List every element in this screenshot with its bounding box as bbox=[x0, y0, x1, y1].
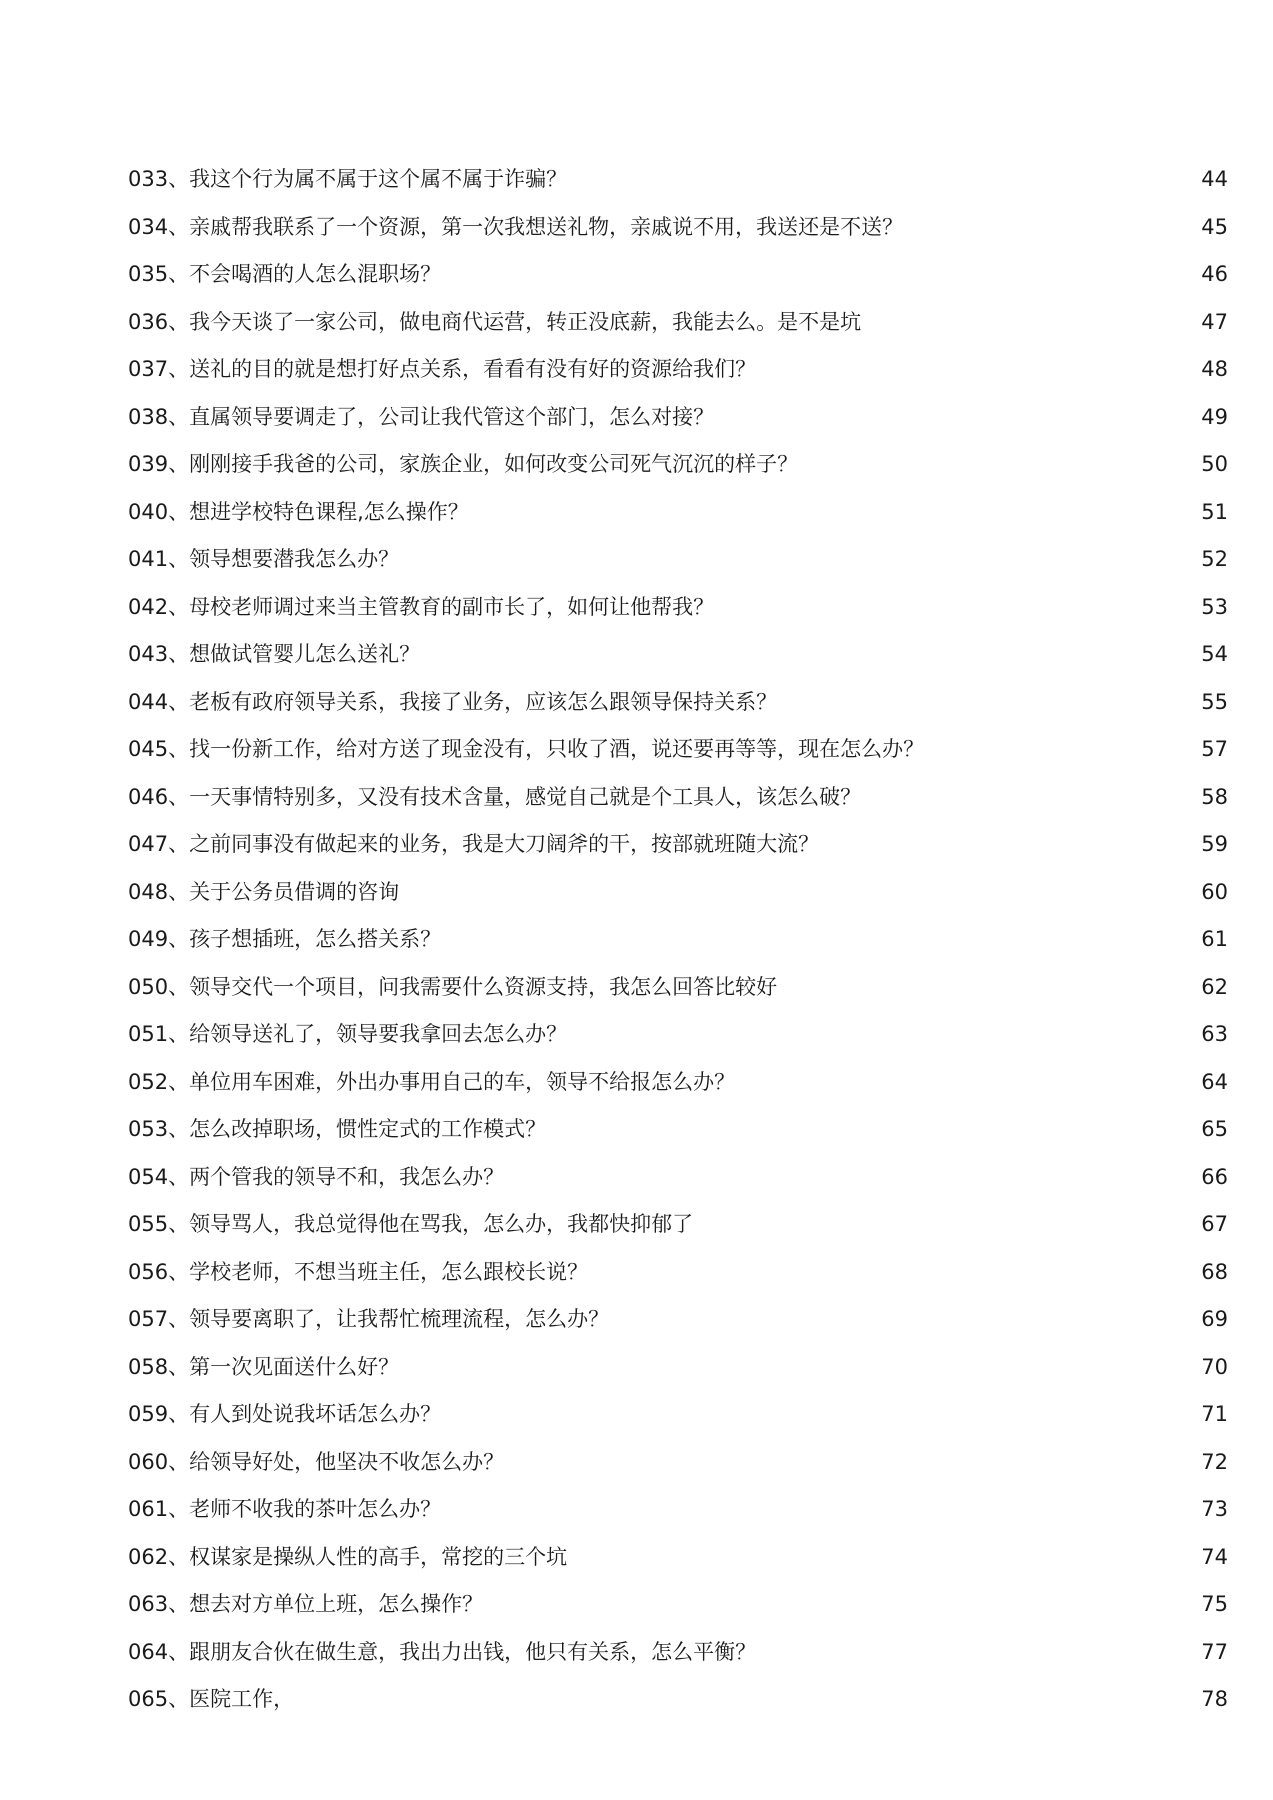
toc-entry-title: 051、给领导送礼了，领导要我拿回去怎么办？ bbox=[128, 1022, 568, 1046]
toc-entry[interactable] bbox=[128, 916, 1228, 964]
toc-entry-page-number: 75 bbox=[1201, 1592, 1228, 1616]
toc-entry-page-number: 49 bbox=[1201, 404, 1228, 429]
toc-entry[interactable] bbox=[128, 1344, 1228, 1392]
toc-entry-title: 036、我今天谈了一家公司，做电商代运营，转正没底薪，我能去么。是不是坑 bbox=[128, 309, 862, 334]
toc-entry-title: 052、单位用车困难，外出办事用自己的车，领导不给报怎么办？ bbox=[128, 1069, 736, 1094]
toc-entry-page-number: 63 bbox=[1201, 1022, 1228, 1046]
toc-entry-title: 047、之前同事没有做起来的业务，我是大刀阔斧的干，按部就班随大流？ bbox=[128, 832, 820, 856]
toc-entry-title: 058、第一次见面送什么好？ bbox=[128, 1354, 400, 1379]
toc-entry[interactable] bbox=[128, 489, 1228, 537]
toc-entry[interactable] bbox=[128, 869, 1228, 917]
toc-entry-title: 046、一天事情特别多，又没有技术含量，感觉自己就是个工具人，该怎么破？ bbox=[128, 784, 862, 809]
toc-entry-page-number: 65 bbox=[1201, 1117, 1228, 1141]
toc-entry-page-number: 61 bbox=[1201, 927, 1228, 951]
toc-entry[interactable] bbox=[128, 1201, 1228, 1249]
toc-entry[interactable] bbox=[128, 1486, 1228, 1534]
toc-entry[interactable] bbox=[128, 1154, 1228, 1202]
toc-entry-page-number: 77 bbox=[1201, 1639, 1228, 1664]
toc-entry-page-number: 55 bbox=[1201, 689, 1228, 714]
toc-entry-title: 050、领导交代一个项目，问我需要什么资源支持，我怎么回答比较好 bbox=[128, 974, 778, 999]
toc-entry-page-number: 48 bbox=[1201, 357, 1228, 381]
toc-entry-title: 042、母校老师调过来当主管教育的副市长了，如何让他帮我？ bbox=[128, 594, 715, 619]
toc-entry-page-number: 57 bbox=[1201, 737, 1228, 761]
toc-entry[interactable] bbox=[128, 631, 1228, 679]
toc-entry-page-number: 70 bbox=[1201, 1354, 1228, 1379]
toc-entry-page-number: 45 bbox=[1201, 214, 1228, 239]
toc-entry[interactable] bbox=[128, 1106, 1228, 1154]
toc-entry[interactable] bbox=[128, 1011, 1228, 1059]
toc-entry-page-number: 68 bbox=[1201, 1259, 1228, 1284]
toc-entry-title: 037、送礼的目的就是想打好点关系，看看有没有好的资源给我们？ bbox=[128, 357, 757, 381]
toc-entry[interactable] bbox=[128, 1581, 1228, 1629]
toc-entry[interactable] bbox=[128, 1249, 1228, 1297]
toc-entry-title: 060、给领导好处，他坚决不收怎么办？ bbox=[128, 1449, 505, 1474]
toc-entry[interactable] bbox=[128, 394, 1228, 442]
toc-entry-title: 057、领导要离职了，让我帮忙梳理流程，怎么办？ bbox=[128, 1307, 610, 1331]
toc-entry-page-number: 71 bbox=[1201, 1402, 1228, 1426]
toc-entry-title: 061、老师不收我的茶叶怎么办？ bbox=[128, 1497, 442, 1521]
toc-entry-title: 039、刚刚接手我爸的公司，家族企业，如何改变公司死气沉沉的样子？ bbox=[128, 452, 799, 476]
toc-entry[interactable] bbox=[128, 584, 1228, 632]
toc-entry[interactable] bbox=[128, 299, 1228, 347]
toc-entry-page-number: 47 bbox=[1201, 309, 1228, 334]
toc-entry-page-number: 54 bbox=[1201, 642, 1228, 666]
toc-entry[interactable] bbox=[128, 251, 1228, 299]
toc-entry[interactable] bbox=[128, 1439, 1228, 1487]
toc-entry[interactable] bbox=[128, 1629, 1228, 1677]
toc-entry-page-number: 69 bbox=[1201, 1307, 1228, 1331]
toc-entry-title: 038、直属领导要调走了，公司让我代管这个部门，怎么对接？ bbox=[128, 404, 715, 429]
toc-entry-title: 041、领导想要潜我怎么办？ bbox=[128, 547, 400, 571]
toc-entry-title: 035、不会喝酒的人怎么混职场？ bbox=[128, 262, 442, 286]
toc-entry-title: 056、学校老师，不想当班主任，怎么跟校长说？ bbox=[128, 1259, 589, 1284]
toc-entry[interactable] bbox=[128, 536, 1228, 584]
toc-entry-title: 059、有人到处说我坏话怎么办？ bbox=[128, 1402, 442, 1426]
toc-entry-title: 055、领导骂人，我总觉得他在骂我，怎么办，我都快抑郁了 bbox=[128, 1212, 694, 1236]
toc-entry-title: 062、权谋家是操纵人性的高手，常挖的三个坑 bbox=[128, 1544, 568, 1569]
toc-entry-title: 034、亲戚帮我联系了一个资源，第一次我想送礼物，亲戚说不用，我送还是不送？ bbox=[128, 214, 904, 239]
toc-entry[interactable] bbox=[128, 964, 1228, 1012]
toc-entry-page-number: 66 bbox=[1201, 1164, 1228, 1189]
toc-entry-title: 044、老板有政府领导关系，我接了业务，应该怎么跟领导保持关系？ bbox=[128, 689, 778, 714]
toc-entry-page-number: 53 bbox=[1201, 594, 1228, 619]
toc-entry-page-number: 62 bbox=[1201, 974, 1228, 999]
toc-entry-page-number: 78 bbox=[1201, 1687, 1228, 1711]
toc-entry-title: 063、想去对方单位上班，怎么操作？ bbox=[128, 1592, 484, 1616]
toc-entry[interactable] bbox=[128, 204, 1228, 252]
toc-entry[interactable] bbox=[128, 726, 1228, 774]
toc-entry-page-number: 74 bbox=[1201, 1544, 1228, 1569]
toc-entry-title: 048、关于公务员借调的咨询 bbox=[128, 879, 400, 904]
toc-entry[interactable] bbox=[128, 156, 1228, 204]
table-of-contents bbox=[128, 156, 1228, 1724]
toc-entry-page-number: 51 bbox=[1201, 499, 1228, 524]
toc-entry-page-number: 52 bbox=[1201, 547, 1228, 571]
toc-entry-page-number: 46 bbox=[1201, 262, 1228, 286]
toc-entry-title: 053、怎么改掉职场，惯性定式的工作模式？ bbox=[128, 1117, 547, 1141]
toc-entry-title: 043、想做试管婴儿怎么送礼？ bbox=[128, 642, 421, 666]
toc-entry[interactable] bbox=[128, 679, 1228, 727]
toc-entry[interactable] bbox=[128, 821, 1228, 869]
toc-entry-page-number: 73 bbox=[1201, 1497, 1228, 1521]
toc-entry[interactable] bbox=[128, 1059, 1228, 1107]
toc-entry-page-number: 64 bbox=[1201, 1069, 1228, 1094]
toc-entry-title: 064、跟朋友合伙在做生意，我出力出钱，他只有关系，怎么平衡？ bbox=[128, 1639, 757, 1664]
toc-entry-page-number: 60 bbox=[1201, 879, 1228, 904]
toc-entry[interactable] bbox=[128, 774, 1228, 822]
toc-entry-title: 040、想进学校特色课程,怎么操作？ bbox=[128, 499, 469, 524]
toc-entry[interactable] bbox=[128, 346, 1228, 394]
toc-entry-page-number: 58 bbox=[1201, 784, 1228, 809]
toc-entry[interactable] bbox=[128, 441, 1228, 489]
toc-entry-page-number: 44 bbox=[1201, 167, 1228, 191]
toc-entry-title: 045、找一份新工作，给对方送了现金没有，只收了酒，说还要再等等，现在怎么办？ bbox=[128, 737, 925, 761]
toc-entry[interactable] bbox=[128, 1676, 1228, 1724]
toc-entry-title: 033、我这个行为属不属于这个属不属于诈骗？ bbox=[128, 167, 568, 191]
toc-entry-title: 054、两个管我的领导不和，我怎么办？ bbox=[128, 1164, 505, 1189]
toc-entry[interactable] bbox=[128, 1534, 1228, 1582]
toc-entry-page-number: 59 bbox=[1201, 832, 1228, 856]
toc-entry-page-number: 72 bbox=[1201, 1449, 1228, 1474]
toc-entry-page-number: 67 bbox=[1201, 1212, 1228, 1236]
toc-entry[interactable] bbox=[128, 1296, 1228, 1344]
toc-entry[interactable] bbox=[128, 1391, 1228, 1439]
toc-entry-title: 065、医院工作， bbox=[128, 1687, 295, 1711]
toc-entry-page-number: 50 bbox=[1201, 452, 1228, 476]
toc-entry-title: 049、孩子想插班，怎么搭关系？ bbox=[128, 927, 442, 951]
